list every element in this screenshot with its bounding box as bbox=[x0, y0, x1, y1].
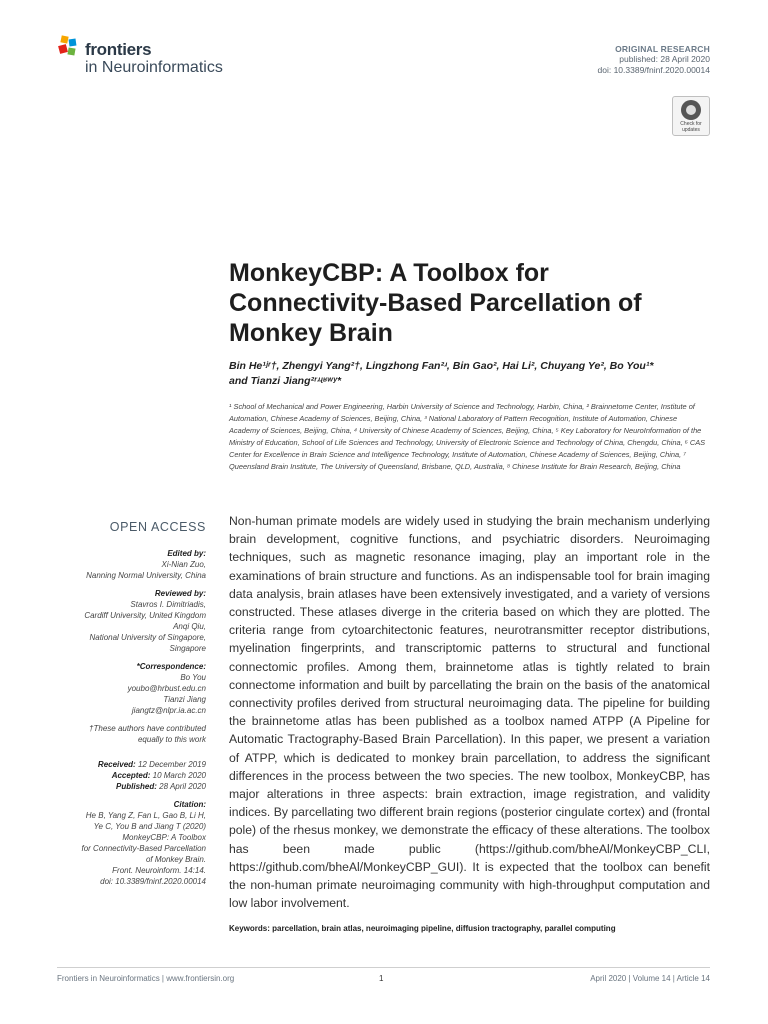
published-date: published: 28 April 2020 bbox=[619, 54, 710, 64]
check-for-updates-button[interactable] bbox=[672, 96, 710, 136]
reviewer-line: National University of Singapore, bbox=[89, 633, 206, 642]
author-line-1: Bin He¹ʲʳ†, Zhengyi Yang²†, Lingzhong Fan²ʴ, Bin Gao², Hai Li², Chuyang Ye², Bo You¹* bbox=[229, 360, 654, 372]
affiliations: ¹ School of Mechanical and Power Engineering, Harbin University of Science and Technology, Harbin, China, ² Brainnetome Center, Institute of Automation, Chinese Academy of Sciences, Beijing, China, ³ National Laboratory of Pattern Recognition, Institute of Automation, Chinese Academy of Sciences, Beijing, China, ⁴ University of Chinese Academy of Sciences, Beijing, China, ⁵ Key Laboratory for NeuroInformation of the Ministry of Education, School of Life Sciences and Technology, University of Electronic Science and Technology of China, Chengdu, China, ⁶ CAS Center for Excellence in Brain Science and Intelligence Technology, Institute of Automation, Chinese Academy of Sciences, Beijing, China, ⁷ Queensland Brain Institute, The University of Queensland, Brisbane, QLD, Australia, ⁸ Chinese Institute for Brain Research, Beijing, China bbox=[229, 402, 706, 472]
editor-affiliation: Nanning Normal University, China bbox=[86, 571, 206, 580]
page-number: 1 bbox=[379, 974, 384, 983]
open-access-label: OPEN ACCESS bbox=[109, 520, 206, 534]
citation-line: Ye C, You B and Jiang T (2020) bbox=[93, 822, 206, 831]
edited-by-heading: Edited by: bbox=[167, 549, 206, 558]
frontiers-logo-icon bbox=[57, 34, 83, 60]
article-title: MonkeyCBP: A Toolbox for Connectivity-Based Parcellation of Monkey Brain bbox=[229, 259, 642, 347]
editor-name: Xi-Nian Zuo, bbox=[161, 560, 206, 569]
keywords: Keywords: parcellation, brain atlas, neuroimaging pipeline, diffusion tractography, parallel computing bbox=[229, 924, 616, 933]
correspondence-heading: *Correspondence: bbox=[136, 662, 206, 671]
citation-line: He B, Yang Z, Fan L, Gao B, Li H, bbox=[85, 811, 206, 820]
correspondent-name: Bo You bbox=[180, 673, 206, 682]
correspondent-email[interactable]: youbo@hrbust.edu.cn bbox=[127, 684, 206, 693]
author-list bbox=[229, 359, 709, 389]
contribution-note: †These authors have contributed bbox=[89, 724, 206, 733]
check-updates-icon bbox=[681, 100, 701, 120]
citation-line: Front. Neuroinform. 14:14. bbox=[112, 866, 206, 875]
correspondent-email[interactable]: jiangtz@nlpr.ia.ac.cn bbox=[131, 706, 206, 715]
accepted-date: Accepted: 10 March 2020 bbox=[111, 771, 206, 780]
citation-doi[interactable]: doi: 10.3389/fninf.2020.00014 bbox=[100, 877, 206, 886]
article-meta bbox=[460, 44, 710, 76]
journal-name: in Neuroinformatics bbox=[85, 59, 223, 76]
reviewed-by-heading: Reviewed by: bbox=[154, 589, 206, 598]
correspondent-name: Tianzi Jiang bbox=[163, 695, 206, 704]
author-line-2: and Tianzi Jiang²ʳʴʵʶʷʸ* bbox=[229, 375, 342, 387]
journal-logo[interactable] bbox=[57, 34, 257, 84]
citation-line: of Monkey Brain. bbox=[145, 855, 206, 864]
footer-journal-link[interactable]: Frontiers in Neuroinformatics | www.frontiersin.org bbox=[57, 974, 235, 983]
received-date: Received: 12 December 2019 bbox=[97, 760, 206, 769]
abstract-text: Non-human primate models are widely used in studying the brain mechanism underlying brain development, cognitive functions, and psychiatric disorders. Neuroimaging techniques, such as magnetic resonance imaging, play an important role in the examinations of brain structure and functions. As an indispensable tool for brain imaging data analysis, brain atlases have been extensively investigated, and a variety of versions constructed. These atlases diverge in the criteria based on which they are plotted. The criteria range from cytoarchitectonic features, neurotransmitter receptor distributions, myelination fingerprints, and transcriptomic patterns to structural and functional connectomic profiles. Among them, brainnetome atlas is tightly related to brain connectome information and built by parcellating the brain on the basis of the anatomical connectivity profiles derived from structural neuroimaging data. The pipeline for building the brainnetome atlas has been published as a toolbox named ATPP (A Pipeline for Automatic Tractography-Based Brain Parcellation). In this paper, we present a variation of ATPP, which is dedicated to monkey brain parcellation, to address the significant differences in the process between the two species. The new toolbox, MonkeyCBP, has major alterations in three aspects: brain extraction, image registration, and validity indices. By parcellating two different brain regions (posterior cingulate cortex) and (frontal pole) of the rhesus monkey, we demonstrate the efficacy of these alterations. The toolbox has been made public (https://github.com/bheAl/MonkeyCBP_CLI, https://github.com/bheAl/MonkeyCBP_GUI). It is expected that the toolbox can benefit the non-human primate neuroimaging community with high-throughput computation and low labor involvement. bbox=[229, 514, 711, 911]
citation-line: for Connectivity-Based Parcellation bbox=[81, 844, 206, 853]
article-sidebar bbox=[40, 520, 206, 887]
check-updates-label: Check for updates bbox=[680, 121, 702, 133]
reviewer-line: Anqi Qiu, bbox=[173, 622, 206, 631]
contribution-note: equally to this work bbox=[137, 735, 206, 744]
reviewer-line: Stavros I. Dimitriadis, bbox=[130, 600, 206, 609]
citation-heading: Citation: bbox=[173, 800, 206, 809]
article-type: ORIGINAL RESEARCH bbox=[615, 44, 710, 54]
footer-issue-info: April 2020 | Volume 14 | Article 14 bbox=[590, 974, 710, 983]
logo-wordmark: frontiers bbox=[85, 40, 152, 59]
doi-link[interactable]: doi: 10.3389/fninf.2020.00014 bbox=[597, 65, 710, 75]
footer-divider bbox=[57, 967, 710, 968]
reviewer-line: Cardiff University, United Kingdom bbox=[84, 611, 206, 620]
published-date-sidebar: Published: 28 April 2020 bbox=[116, 782, 206, 791]
citation-line: MonkeyCBP: A Toolbox bbox=[122, 833, 206, 842]
reviewer-line: Singapore bbox=[169, 644, 206, 653]
